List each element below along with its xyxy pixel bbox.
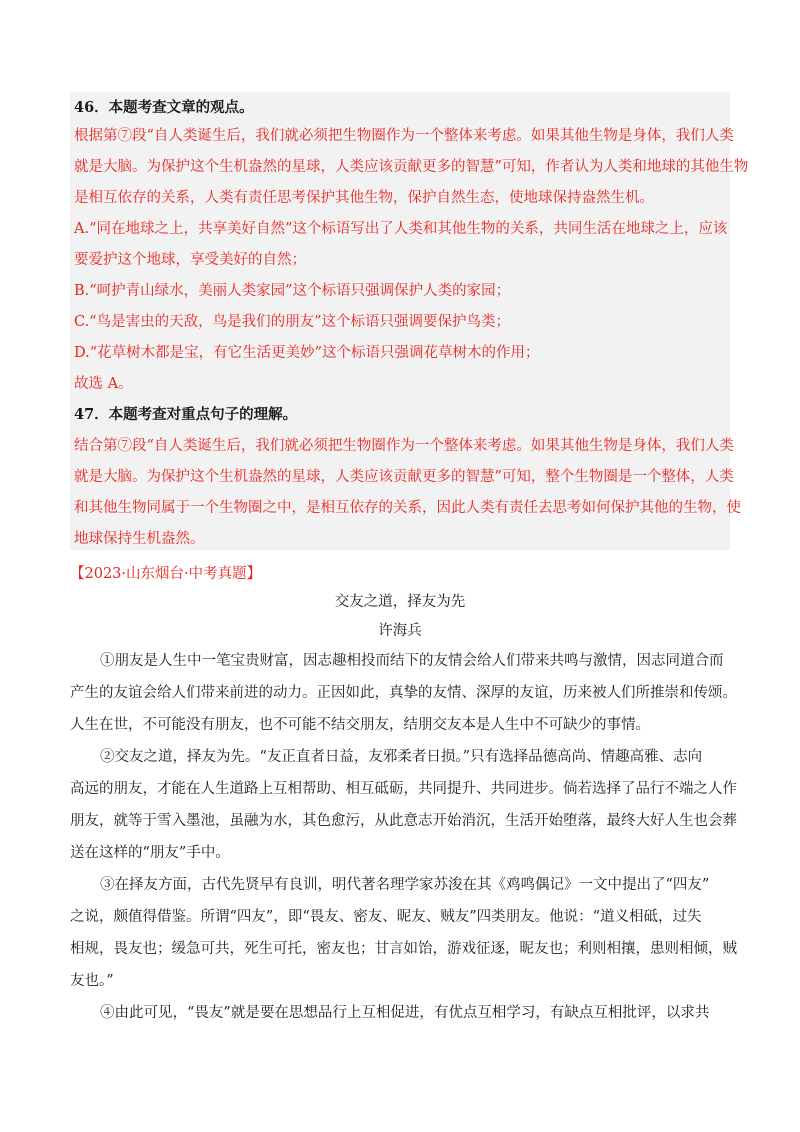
article-line: 送在这样的“朋友”手中。 xyxy=(70,845,230,861)
article-line: 人生在世，不可能没有朋友，也不可能不结交朋友，结朋交友本是人生中不可缺少的事情。 xyxy=(70,717,650,733)
article-line: 之说，颇值得借鉴。所谓“四友”，即“畏友、密友、昵友、贼友”四类朋友。他说：“道义相砥，过失 xyxy=(70,909,702,925)
q46-line: 是相互依存的关系，人类有责任思考保护其他生物，保护自然生态，使地球保持盎然生机。 xyxy=(74,190,654,206)
article-title: 交友之道，择友为先 xyxy=(334,594,466,610)
q47-line: 和其他生物同属于一个生物圈之中，是相互依存的关系，因此人类有责任去思考如何保护其他的生物，使 xyxy=(74,500,741,516)
article-line: 高远的朋友，才能在人生道路上互相帮助、相互砥砺，共同提升、共同进步。倘若选择了品行不端之人作 xyxy=(70,781,737,797)
q47-line: 地球保持生机盎然。 xyxy=(74,531,205,547)
article-line: 朋友，就等于雪入墨池，虽融为水，其色愈污，从此意志开始消沉，生活开始堕落，最终大好人生也会葬 xyxy=(70,813,737,829)
article-line: 相规，畏友也；缓急可共，死生可托，密友也；甘言如饴，游戏征逐，昵友也；利则相攘，患则相倾，贼 xyxy=(70,941,737,957)
article-line: 友也。” xyxy=(70,973,114,989)
q46-option-c: C.“鸟是害虫的天敌，鸟是我们的朋友”这个标语只强调要保护鸟类； xyxy=(74,314,511,330)
article-line: 产生的友谊会给人们带来前进的动力。正因如此，真挚的友情、深厚的友谊，历来被人们所推崇和传颂。 xyxy=(70,685,737,701)
q46-option-a-cont: 要爱护这个地球，享受美好的自然； xyxy=(74,252,306,268)
article-line: ②交友之道，择友为先。“友正直者日益，友邪柔者日损。”只有选择品德高尚、情趣高雅、志向 xyxy=(100,749,703,765)
article-line: ①朋友是人生中一笔宝贵财富，因志趣相投而结下的友情会给人们带来共鸣与激情，因志同道合而 xyxy=(100,653,724,669)
exam-source-tag: 【2023·山东烟台·中考真题】 xyxy=(70,566,262,582)
article-line: ③在择友方面，古代先贤早有良训，明代著名理学家苏浚在其《鸡鸣偶记》一文中提出了“四友” xyxy=(100,877,710,893)
q46-answer: 故选 A。 xyxy=(74,376,133,392)
q47-line: 结合第⑦段“自人类诞生后，我们就必须把生物圈作为一个整体来考虑。如果其他生物是身体，我们人类 xyxy=(74,438,734,454)
q46-option-b: B.“呵护青山绿水，美丽人类家园”这个标语只强调保护人类的家园； xyxy=(74,283,511,299)
q46-heading: 46．本题考查文章的观点。 xyxy=(74,99,254,116)
article-line: ④由此可见，“畏友”就是要在思想品行上互相促进，有优点互相学习，有缺点互相批评，以求共 xyxy=(100,1005,710,1021)
q46-option-a: A.“同在地球之上，共享美好自然”这个标语写出了人类和其他生物的关系，共同生活在地球之上，应该 xyxy=(74,221,728,237)
article-author: 许海兵 xyxy=(378,623,422,639)
q47-line: 就是大脑。为保护这个生机盎然的星球，人类应该贡献更多的智慧”可知，整个生物圈是一个整体，人类 xyxy=(74,469,734,485)
q46-option-d: D.“花草树木都是宝，有它生活更美妙”这个标语只强调花草树木的作用； xyxy=(74,345,540,361)
q46-line: 就是大脑。为保护这个生机盎然的星球，人类应该贡献更多的智慧”可知，作者认为人类和地球的其他生物 xyxy=(74,159,749,175)
q46-line: 根据第⑦段“自人类诞生后，我们就必须把生物圈作为一个整体来考虑。如果其他生物是身体，我们人类 xyxy=(74,128,734,144)
q47-heading: 47．本题考查对重点句子的理解。 xyxy=(74,406,298,423)
answer-explanation-block xyxy=(70,92,749,550)
